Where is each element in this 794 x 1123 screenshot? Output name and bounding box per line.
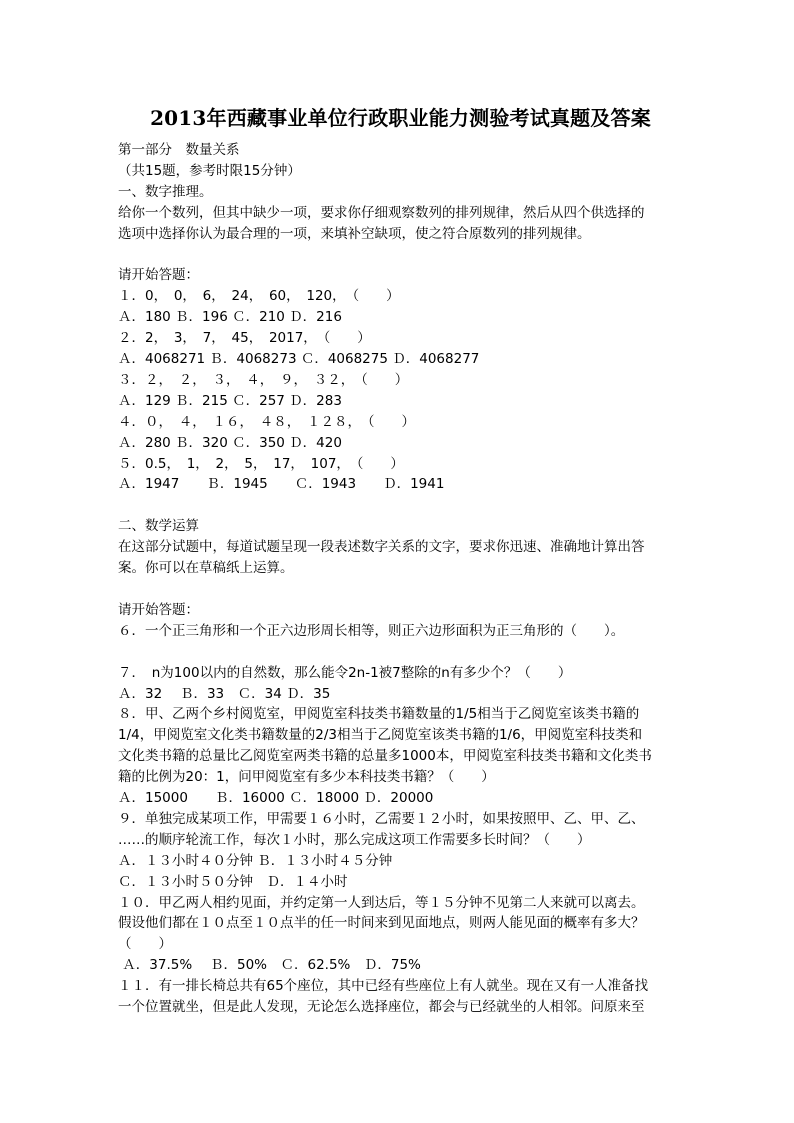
text-line: 假设他们都在１０点至１０点半的任一时间来到见面地点，则两人能见面的概率有多大？ xyxy=(118,915,645,932)
document-title: 2013年西藏事业单位行政职业能力测验考试真题及答案 xyxy=(150,106,651,130)
text-line: （ ） xyxy=(118,936,172,953)
text-line: 一、数字推理。 xyxy=(118,183,213,200)
text-line: Ａ．37.5% Ｂ．50% Ｃ．62.5% Ｄ．75% xyxy=(118,957,421,974)
text-line: Ａ．32 Ｂ．33 Ｃ．34 Ｄ．35 xyxy=(118,685,331,702)
text-line: 1/4，甲阅览室文化类书籍数量的2/3相当于乙阅览室该类书籍的1/6，甲阅览室科技类和 xyxy=(118,727,643,744)
text-line: ３．２， ２， ３， ４， ９， ３２， （ ） xyxy=(118,371,409,388)
text-line: ４．０， ４， １６， ４８， １２８， （ ） xyxy=(118,413,415,430)
text-line: Ｃ．１３小时５０分钟 Ｄ．１４小时 xyxy=(118,873,348,890)
text-line: ……的顺序轮流工作，每次１小时，那么完成这项工作需要多长时间？（ ） xyxy=(118,831,591,848)
text-line: 请开始答题： xyxy=(118,267,199,284)
text-line: 给你一个数列，但其中缺少一项，要求你仔细观察数列的排列规律，然后从四个供选择的 xyxy=(118,204,645,221)
text-line: ９．单独完成某项工作，甲需要１６小时，乙需要１２小时，如果按照甲、乙、甲、乙、 xyxy=(118,810,645,827)
text-line: Ａ．1947 Ｂ．1945 Ｃ．1943 Ｄ．1941 xyxy=(118,476,445,493)
document-body xyxy=(118,140,683,1018)
text-line: １１．有一排长椅总共有65个座位，其中已经有些座位上有人就坐。现在又有一人准备找 xyxy=(118,978,649,995)
text-line: １０．甲乙两人相约见面，并约定第一人到达后，等１５分钟不见第二人来就可以离去。 xyxy=(118,894,645,911)
text-line: Ａ．129 Ｂ．215 Ｃ．257 Ｄ．283 xyxy=(118,392,342,409)
text-line: 一个位置就坐，但是此人发现，无论怎么选择座位，都会与已经就坐的人相邻。问原来至 xyxy=(118,999,645,1016)
blank-line xyxy=(118,245,683,266)
text-line: 案。你可以在草稿纸上运算。 xyxy=(118,560,294,577)
text-line: 第一部分 数量关系 xyxy=(118,142,240,158)
text-line: 文化类书籍的总量比乙阅览室两类书籍的总量多1000本，甲阅览室科技类书籍和文化类书 xyxy=(118,748,652,765)
text-line: １．0， 0， 6， 24， 60， 120， （ ） xyxy=(118,288,400,305)
text-line: Ａ．180 Ｂ．196 Ｃ．210 Ｄ．216 xyxy=(118,309,342,326)
text-line: Ａ．15000 Ｂ．16000 Ｃ．18000 Ｄ．20000 xyxy=(118,790,434,807)
text-line: Ａ．4068271 Ｂ．4068273 Ｃ．4068275 Ｄ．4068277 xyxy=(118,351,480,368)
text-line: ６．一个正三角形和一个正六边形周长相等，则正六边形面积为正三角形的（ ）。 xyxy=(118,622,625,639)
text-line: 在这部分试题中，每道试题呈现一段表述数字关系的文字，要求你迅速、准确地计算出答 xyxy=(118,539,645,556)
text-line: 选项中选择你认为最合理的一项，来填补空缺项，使之符合原数列的排列规律。 xyxy=(118,225,591,242)
text-line: 二、数学运算 xyxy=(118,518,199,535)
text-line: ５．0.5， 1， 2， 5， 17， 107， （ ） xyxy=(118,455,404,472)
text-line: Ａ．280 Ｂ．320 Ｃ．350 Ｄ．420 xyxy=(118,434,342,451)
text-line: ２．2， 3， 7， 45， 2017， （ ） xyxy=(118,330,371,347)
text-line: Ａ．１３小时４０分钟 Ｂ．１３小时４５分钟 xyxy=(118,852,393,869)
blank-line xyxy=(118,495,683,516)
text-line: 籍的比例为20：1，问甲阅览室有多少本科技类书籍？（ ） xyxy=(118,769,495,786)
text-line: （共15题，参考时限15分钟） xyxy=(118,162,301,179)
text-line: ７． n为100以内的自然数，那么能令2n-1被7整除的n有多少个？（ ） xyxy=(118,664,572,681)
text-line: 请开始答题： xyxy=(118,601,199,618)
blank-line xyxy=(118,579,683,600)
document-page xyxy=(118,104,683,1018)
text-line: ８．甲、乙两个乡村阅览室，甲阅览室科技类书籍数量的1/5相当于乙阅览室该类书籍的 xyxy=(118,706,640,723)
blank-line xyxy=(118,642,683,663)
